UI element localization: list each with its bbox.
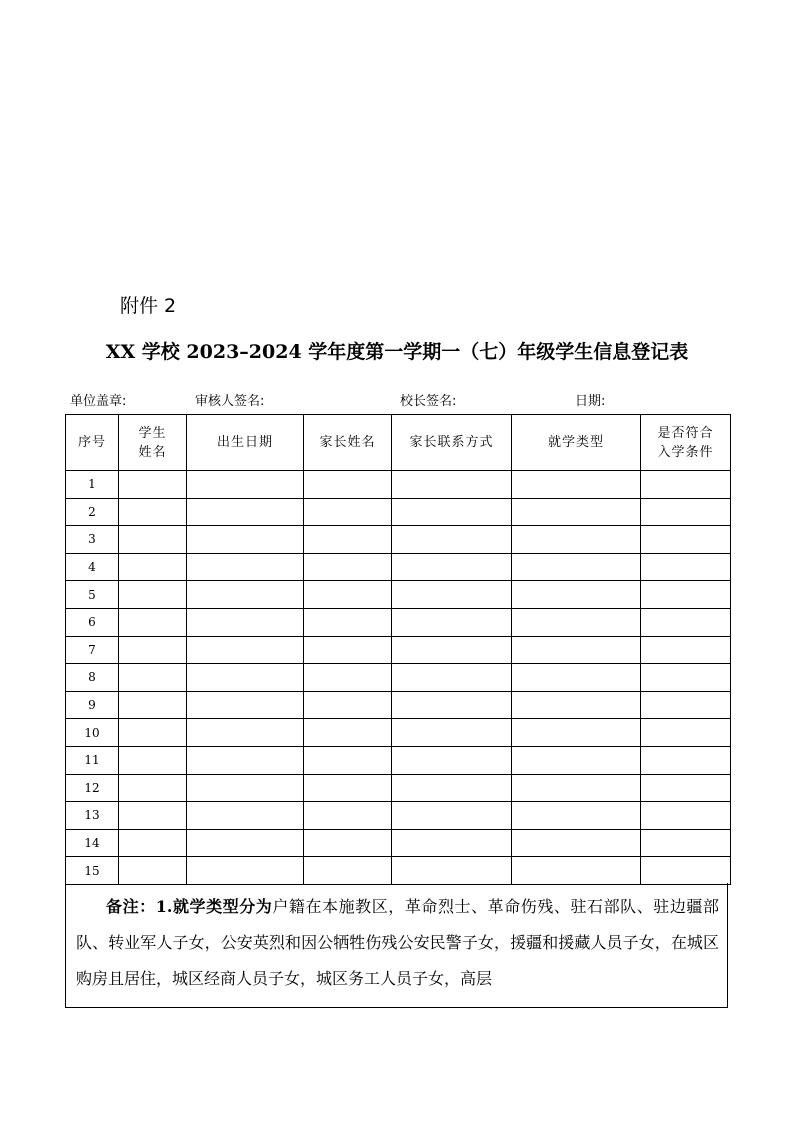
table-header-row bbox=[66, 415, 731, 471]
parent-name-cell[interactable] bbox=[304, 498, 392, 526]
table-row bbox=[66, 526, 731, 554]
table-row bbox=[66, 802, 731, 830]
table-row bbox=[66, 608, 731, 636]
birth-date-cell[interactable] bbox=[187, 691, 304, 719]
birth-date-cell[interactable] bbox=[187, 719, 304, 747]
index-cell: 4 bbox=[66, 553, 119, 581]
student-name-cell[interactable] bbox=[119, 608, 187, 636]
index-cell: 13 bbox=[66, 802, 119, 830]
student-name-cell[interactable] bbox=[119, 857, 187, 885]
eligible-cell[interactable] bbox=[641, 719, 731, 747]
col-header-student-name: 学生 姓名 bbox=[119, 415, 187, 471]
form-title: XX 学校 2023–2024 学年度第一学期一（七）年级学生信息登记表 bbox=[105, 341, 689, 363]
student-name-cell[interactable] bbox=[119, 581, 187, 609]
student-name-cell[interactable] bbox=[119, 664, 187, 692]
parent-contact-cell[interactable] bbox=[392, 581, 512, 609]
col-header-parent-name: 家长姓名 bbox=[304, 415, 392, 471]
col-header-index: 序号 bbox=[66, 415, 119, 471]
student-name-cell[interactable] bbox=[119, 526, 187, 554]
enroll-type-cell[interactable] bbox=[512, 553, 641, 581]
notes-box bbox=[65, 883, 728, 1008]
eligible-cell[interactable] bbox=[641, 636, 731, 664]
enroll-type-cell[interactable] bbox=[512, 608, 641, 636]
table-row bbox=[66, 636, 731, 664]
birth-date-cell[interactable] bbox=[187, 526, 304, 554]
student-name-cell[interactable] bbox=[119, 691, 187, 719]
enroll-type-cell[interactable] bbox=[512, 802, 641, 830]
parent-contact-cell[interactable] bbox=[392, 526, 512, 554]
student-name-cell[interactable] bbox=[119, 636, 187, 664]
principal-signature-label: 校长签名: bbox=[400, 394, 457, 409]
parent-contact-cell[interactable] bbox=[392, 774, 512, 802]
table-row bbox=[66, 664, 731, 692]
eligible-cell[interactable] bbox=[641, 774, 731, 802]
parent-name-cell[interactable] bbox=[304, 691, 392, 719]
enroll-type-cell[interactable] bbox=[512, 498, 641, 526]
table-row bbox=[66, 719, 731, 747]
parent-contact-cell[interactable] bbox=[392, 691, 512, 719]
index-cell: 3 bbox=[66, 526, 119, 554]
parent-name-cell[interactable] bbox=[304, 829, 392, 857]
table-row bbox=[66, 857, 731, 885]
index-cell: 2 bbox=[66, 498, 119, 526]
index-cell: 12 bbox=[66, 774, 119, 802]
parent-contact-cell[interactable] bbox=[392, 857, 512, 885]
parent-contact-cell[interactable] bbox=[392, 553, 512, 581]
eligible-cell[interactable] bbox=[641, 746, 731, 774]
eligible-cell[interactable] bbox=[641, 802, 731, 830]
parent-name-cell[interactable] bbox=[304, 526, 392, 554]
birth-date-cell[interactable] bbox=[187, 581, 304, 609]
index-cell: 8 bbox=[66, 664, 119, 692]
table-row bbox=[66, 774, 731, 802]
index-cell: 11 bbox=[66, 746, 119, 774]
index-cell: 5 bbox=[66, 581, 119, 609]
birth-date-cell[interactable] bbox=[187, 746, 304, 774]
parent-contact-cell[interactable] bbox=[392, 636, 512, 664]
student-name-cell[interactable] bbox=[119, 829, 187, 857]
eligible-cell[interactable] bbox=[641, 553, 731, 581]
student-name-cell[interactable] bbox=[119, 471, 187, 499]
eligible-cell[interactable] bbox=[641, 526, 731, 554]
parent-name-cell[interactable] bbox=[304, 581, 392, 609]
eligible-cell[interactable] bbox=[641, 829, 731, 857]
table-row bbox=[66, 829, 731, 857]
table-row bbox=[66, 498, 731, 526]
table-row bbox=[66, 691, 731, 719]
col-header-eligible: 是否符合 入学条件 bbox=[641, 415, 731, 471]
eligible-cell[interactable] bbox=[641, 608, 731, 636]
table-row bbox=[66, 471, 731, 499]
eligible-cell[interactable] bbox=[641, 691, 731, 719]
birth-date-cell[interactable] bbox=[187, 829, 304, 857]
index-cell: 10 bbox=[66, 719, 119, 747]
index-cell: 6 bbox=[66, 608, 119, 636]
enroll-type-cell[interactable] bbox=[512, 471, 641, 499]
birth-date-cell[interactable] bbox=[187, 636, 304, 664]
student-name-cell[interactable] bbox=[119, 498, 187, 526]
student-name-cell[interactable] bbox=[119, 553, 187, 581]
birth-date-cell[interactable] bbox=[187, 471, 304, 499]
parent-name-cell[interactable] bbox=[304, 608, 392, 636]
table-row bbox=[66, 581, 731, 609]
enroll-type-cell[interactable] bbox=[512, 664, 641, 692]
date-label: 日期: bbox=[575, 394, 606, 409]
parent-name-cell[interactable] bbox=[304, 636, 392, 664]
index-cell: 7 bbox=[66, 636, 119, 664]
parent-name-cell[interactable] bbox=[304, 857, 392, 885]
parent-contact-cell[interactable] bbox=[392, 746, 512, 774]
enroll-type-cell[interactable] bbox=[512, 526, 641, 554]
parent-contact-cell[interactable] bbox=[392, 498, 512, 526]
col-header-enroll-type: 就学类型 bbox=[512, 415, 641, 471]
parent-contact-cell[interactable] bbox=[392, 471, 512, 499]
enroll-type-cell[interactable] bbox=[512, 746, 641, 774]
index-cell: 9 bbox=[66, 691, 119, 719]
birth-date-cell[interactable] bbox=[187, 802, 304, 830]
notes-text: 户籍在本施教区，革命烈士、革命伤残、驻石部队、驻边疆部队、转业军人子女，公安英烈和因公牺牲伤残公安民警子女，援疆和援藏人员子女，在城区购房且居住，城区经商人员子女，城区务工人员子女，高层 bbox=[76, 897, 719, 988]
parent-contact-cell[interactable] bbox=[392, 802, 512, 830]
parent-contact-cell[interactable] bbox=[392, 608, 512, 636]
eligible-cell[interactable] bbox=[641, 471, 731, 499]
eligible-cell[interactable] bbox=[641, 857, 731, 885]
col-header-parent-contact: 家长联系方式 bbox=[392, 415, 512, 471]
index-cell: 1 bbox=[66, 471, 119, 499]
eligible-cell[interactable] bbox=[641, 581, 731, 609]
index-cell: 14 bbox=[66, 829, 119, 857]
enroll-type-cell[interactable] bbox=[512, 691, 641, 719]
parent-name-cell[interactable] bbox=[304, 719, 392, 747]
notes-lead: 备注：1.就学类型分为 bbox=[106, 897, 273, 916]
parent-name-cell[interactable] bbox=[304, 802, 392, 830]
enroll-type-cell[interactable] bbox=[512, 581, 641, 609]
enroll-type-cell[interactable] bbox=[512, 636, 641, 664]
birth-date-cell[interactable] bbox=[187, 774, 304, 802]
unit-seal-label: 单位盖章: bbox=[70, 394, 127, 409]
enroll-type-cell[interactable] bbox=[512, 829, 641, 857]
table-row bbox=[66, 553, 731, 581]
parent-contact-cell[interactable] bbox=[392, 829, 512, 857]
col-header-birth-date: 出生日期 bbox=[187, 415, 304, 471]
table-row bbox=[66, 746, 731, 774]
birth-date-cell[interactable] bbox=[187, 664, 304, 692]
birth-date-cell[interactable] bbox=[187, 553, 304, 581]
student-name-cell[interactable] bbox=[119, 746, 187, 774]
student-name-cell[interactable] bbox=[119, 719, 187, 747]
birth-date-cell[interactable] bbox=[187, 498, 304, 526]
birth-date-cell[interactable] bbox=[187, 857, 304, 885]
student-name-cell[interactable] bbox=[119, 774, 187, 802]
reviewer-signature-label: 审核人签名: bbox=[195, 394, 265, 409]
parent-name-cell[interactable] bbox=[304, 471, 392, 499]
parent-contact-cell[interactable] bbox=[392, 719, 512, 747]
parent-name-cell[interactable] bbox=[304, 553, 392, 581]
student-name-cell[interactable] bbox=[119, 802, 187, 830]
parent-name-cell[interactable] bbox=[304, 746, 392, 774]
eligible-cell[interactable] bbox=[641, 664, 731, 692]
student-info-table bbox=[65, 414, 731, 885]
parent-name-cell[interactable] bbox=[304, 664, 392, 692]
enroll-type-cell[interactable] bbox=[512, 857, 641, 885]
signature-line bbox=[70, 390, 730, 410]
enroll-type-cell[interactable] bbox=[512, 719, 641, 747]
eligible-cell[interactable] bbox=[641, 498, 731, 526]
enroll-type-cell[interactable] bbox=[512, 774, 641, 802]
parent-name-cell[interactable] bbox=[304, 774, 392, 802]
birth-date-cell[interactable] bbox=[187, 608, 304, 636]
parent-contact-cell[interactable] bbox=[392, 664, 512, 692]
attachment-label: 附件 2 bbox=[120, 295, 177, 317]
index-cell: 15 bbox=[66, 857, 119, 885]
